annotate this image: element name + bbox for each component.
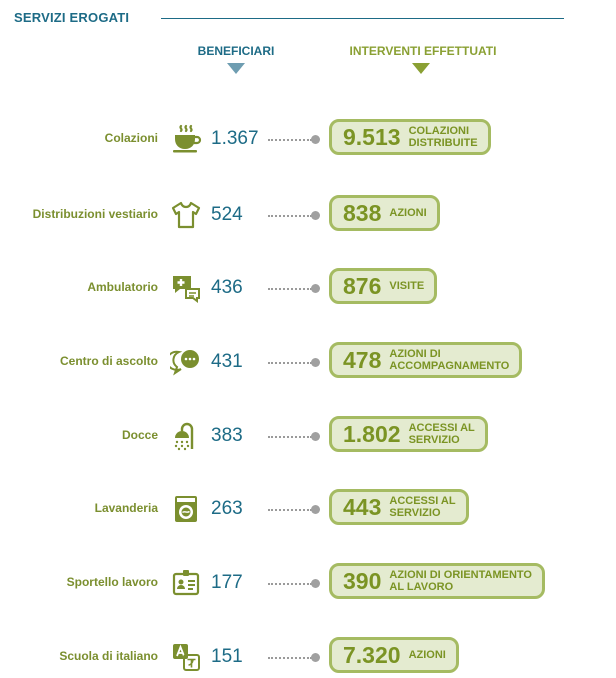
beneficiari-value: 383 <box>211 425 243 446</box>
translate-icon <box>170 641 202 673</box>
service-label: Centro di ascolto <box>59 354 158 368</box>
connector-end <box>311 505 320 514</box>
interventi-pill <box>329 637 459 673</box>
connector-end <box>311 432 320 441</box>
speech-bubble-icon <box>170 346 202 378</box>
interventi-unit: AZIONI <box>389 207 427 219</box>
interventi-value: 7.320 <box>343 641 401 668</box>
service-label: Scuola di italiano <box>59 649 158 663</box>
interventi-pill <box>329 268 437 304</box>
interventi-unit: COLAZIONI DISTRIBUITE <box>408 125 478 149</box>
interventi-pill <box>329 342 522 378</box>
connector-end <box>311 211 320 220</box>
column-header-beneficiari: BENEFICIARI <box>197 44 275 58</box>
interventi-pill <box>329 563 545 599</box>
connector-dots <box>268 362 312 364</box>
title-rule <box>161 18 564 19</box>
service-label: Distribuzioni vestiario <box>32 207 158 221</box>
service-row-sportello-lavoro <box>0 563 616 603</box>
interventi-value: 443 <box>343 493 382 520</box>
interventi-unit: ACCESSI AL SERVIZIO <box>408 422 475 446</box>
connector-end <box>311 579 320 588</box>
connector-dots <box>268 436 312 438</box>
beneficiari-value: 177 <box>211 572 243 593</box>
washing-machine-icon <box>170 493 202 525</box>
interventi-pill <box>329 195 440 231</box>
medical-chat-icon <box>170 272 202 304</box>
service-row-scuola-italiano <box>0 637 616 677</box>
interventi-unit: VISITE <box>389 280 425 292</box>
connector-end <box>311 653 320 662</box>
interventi-value: 9.513 <box>343 123 401 150</box>
beneficiari-value: 431 <box>211 351 243 372</box>
connector-end <box>311 135 320 144</box>
service-row-vestiario <box>0 195 616 235</box>
connector-dots <box>268 288 312 290</box>
interventi-value: 390 <box>343 567 382 594</box>
interventi-value: 478 <box>343 346 382 373</box>
interventi-pill <box>329 119 491 155</box>
interventi-unit: AZIONI DI ACCOMPAGNAMENTO <box>389 348 510 372</box>
interventi-value: 876 <box>343 272 382 299</box>
arrow-down-icon <box>227 63 245 74</box>
interventi-pill <box>329 416 488 452</box>
connector-dots <box>268 509 312 511</box>
service-label: Docce <box>121 428 158 442</box>
connector-end <box>311 284 320 293</box>
service-row-ambulatorio <box>0 268 616 308</box>
connector-dots <box>268 583 312 585</box>
beneficiari-value: 151 <box>211 646 243 667</box>
interventi-value: 1.802 <box>343 420 401 447</box>
coffee-cup-icon <box>170 123 202 155</box>
interventi-value: 838 <box>343 199 382 226</box>
service-row-docce <box>0 416 616 456</box>
connector-dots <box>268 657 312 659</box>
connector-end <box>311 358 320 367</box>
interventi-pill <box>329 489 469 525</box>
connector-dots <box>268 139 312 141</box>
service-row-centro-ascolto <box>0 342 616 382</box>
connector-dots <box>268 215 312 217</box>
interventi-unit: AZIONI <box>408 649 446 661</box>
service-label: Lavanderia <box>94 501 158 515</box>
section-title: SERVIZI EROGATI <box>14 10 130 25</box>
column-header-interventi: INTERVENTI EFFETTUATI <box>349 44 497 58</box>
interventi-unit: ACCESSI AL SERVIZIO <box>389 495 456 519</box>
service-label: Ambulatorio <box>87 280 158 294</box>
shower-icon <box>170 420 202 452</box>
id-badge-icon <box>170 567 202 599</box>
service-label: Colazioni <box>104 131 158 145</box>
beneficiari-value: 436 <box>211 277 243 298</box>
service-label: Sportello lavoro <box>66 575 158 589</box>
beneficiari-value: 524 <box>211 204 243 225</box>
arrow-down-icon <box>412 63 430 74</box>
interventi-unit: AZIONI DI ORIENTAMENTO AL LAVORO <box>389 569 532 593</box>
service-row-colazioni <box>0 119 616 159</box>
tshirt-icon <box>170 199 202 231</box>
beneficiari-value: 1.367 <box>211 128 259 149</box>
beneficiari-value: 263 <box>211 498 243 519</box>
service-row-lavanderia <box>0 489 616 529</box>
